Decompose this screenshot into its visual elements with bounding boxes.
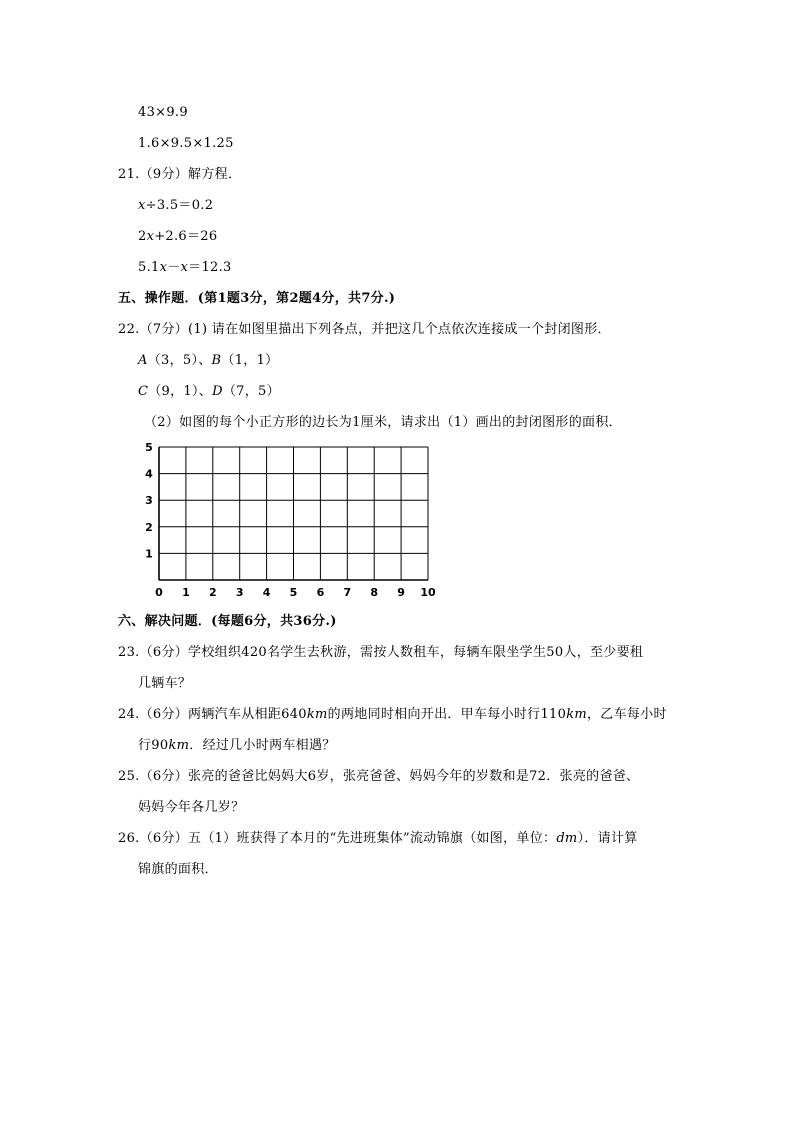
question-24-line-2	[138, 738, 336, 754]
x-tick-label: 8	[370, 586, 379, 599]
question-text: ）．请计算	[577, 831, 638, 846]
question-24-line-1	[118, 707, 667, 723]
point-d-coord: （7，5）	[222, 384, 280, 399]
x-tick-label: 4	[262, 586, 271, 599]
question-21: 21.（9分）解方程．	[118, 167, 242, 182]
variable-x: x	[146, 229, 155, 244]
points-line-1	[138, 353, 278, 369]
x-tick-label: 9	[397, 586, 405, 599]
question-22-part-2: （2）如图的每个小正方形的边长为1厘米，请求出（1）画出的封闭图形的面积．	[144, 415, 622, 430]
question-text: 26.（6分）五（1）班获得了本月的“先进班集体”流动锦旗（如图，单位：	[118, 831, 557, 846]
point-b-label: B	[211, 353, 222, 368]
equation-text: 5.1	[138, 260, 160, 275]
equation-2	[138, 229, 217, 245]
question-22: 22.（7分）(1) 请在如图里描出下列各点，并把这几个点依次连接成一个封闭图形．	[118, 322, 611, 337]
point-c-coord: （9，1）、	[148, 384, 213, 399]
point-d-label: D	[212, 384, 223, 399]
variable-x: x	[138, 198, 146, 213]
question-26-line-2: 锦旗的面积．	[138, 862, 218, 877]
x-tick-label: 3	[235, 586, 244, 599]
coordinate-grid	[136, 440, 446, 605]
section-6-heading: 六、解决问题．(每题6分，共36分.)	[118, 614, 337, 629]
unit-dm: dm	[556, 831, 578, 846]
point-a-label: A	[138, 353, 148, 368]
question-text: ．经过几小时两车相遇？	[189, 738, 336, 753]
x-tick-label: 5	[289, 586, 298, 599]
question-23-line-1: 23.（6分）学校组织420名学生去秋游，需按人数租车，每辆车限坐学生50人，至少要租	[118, 645, 644, 660]
x-tick-label: 6	[316, 586, 325, 599]
question-25-line-2: 妈妈今年各几岁？	[138, 800, 245, 815]
question-text: 24.（6分）两辆汽车从相距640	[118, 707, 307, 722]
y-tick-label: 3	[145, 494, 153, 508]
unit-km: km	[566, 707, 587, 722]
x-axis-labels	[155, 586, 436, 599]
x-tick-label: 1	[182, 586, 190, 599]
equation-text: －	[167, 260, 181, 275]
unit-km: km	[306, 707, 328, 722]
unit-km: km	[168, 738, 190, 753]
x-tick-label: 0	[155, 586, 163, 599]
question-text: 的两地同时相向开出．甲车每小时行110	[327, 707, 567, 722]
question-26-line-1	[118, 831, 638, 847]
grid-lines	[159, 447, 428, 580]
y-tick-label: 1	[145, 547, 153, 561]
calc-43: 43×9.9	[138, 105, 188, 120]
equation-1	[138, 198, 213, 214]
y-tick-label: 4	[145, 467, 153, 481]
variable-x: x	[180, 260, 189, 275]
variable-x: x	[159, 260, 168, 275]
equation-text: +2.6＝26	[154, 229, 218, 244]
equation-3	[138, 260, 232, 276]
equation-text: ÷3.5＝0.2	[145, 198, 214, 213]
points-line-2	[138, 384, 280, 400]
question-23-line-2: 几辆车？	[138, 676, 192, 691]
question-25-line-1: 25.（6分）张亮的爸爸比妈妈大6岁，张亮爸爸、妈妈今年的岁数和是72．张亮的爸爸、	[118, 769, 640, 784]
x-tick-label: 2	[208, 586, 217, 599]
calc-16: 1.6×9.5×1.25	[138, 136, 234, 151]
point-b-coord: （1，1）	[221, 353, 279, 368]
x-tick-label: 7	[343, 586, 352, 599]
question-text: 行90	[138, 738, 169, 753]
x-tick-label: 10	[420, 586, 436, 599]
point-a-coord: （3，5）、	[147, 353, 212, 368]
y-axis-labels	[145, 441, 153, 560]
y-tick-label: 2	[145, 520, 153, 534]
point-c-label: C	[138, 384, 149, 399]
equation-text: 2	[138, 229, 147, 244]
y-tick-label: 5	[145, 441, 153, 454]
equation-text: ＝12.3	[188, 260, 232, 275]
question-text: ，乙车每小时	[587, 707, 667, 722]
section-5-heading: 五、操作题．(第1题3分，第2题4分，共7分.)	[118, 291, 396, 306]
